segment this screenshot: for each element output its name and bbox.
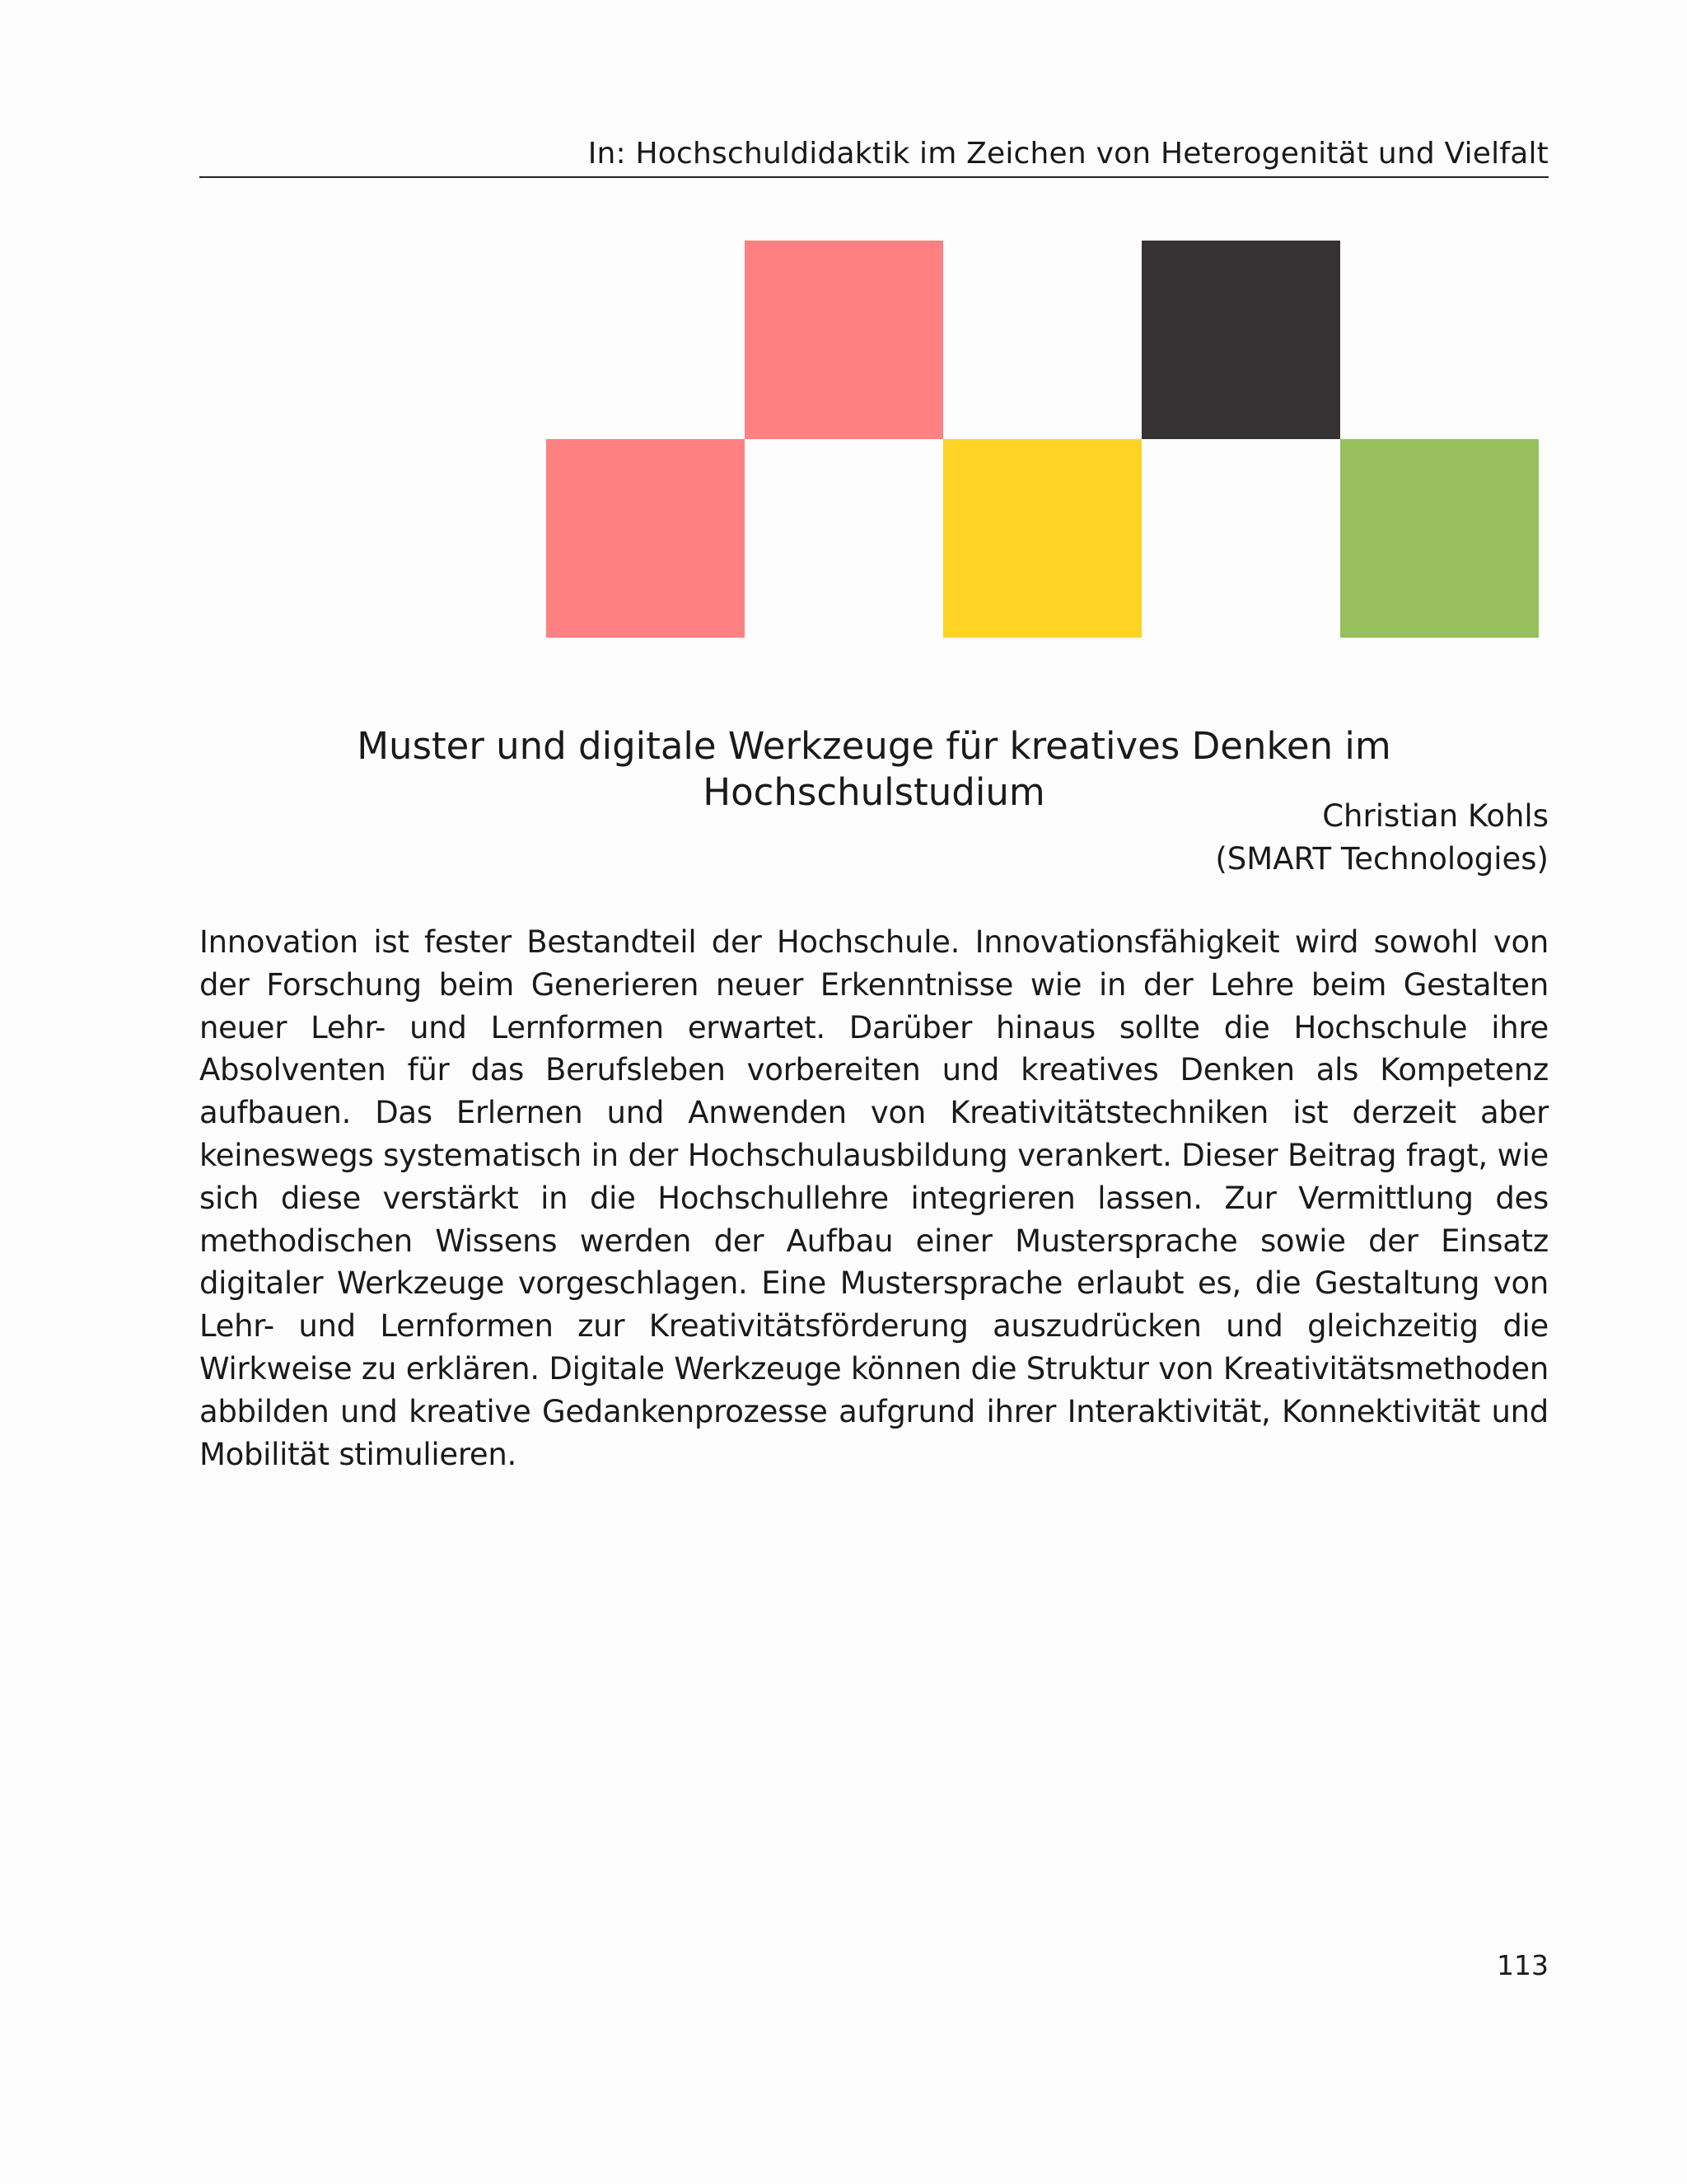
author-name: Christian Kohls [1322,798,1549,834]
running-header [199,137,1549,178]
pink-square-top [745,241,943,439]
decorative-square-pattern [0,0,1687,659]
running-header-title: In: Hochschuldidaktik im Zeichen von Heterogenität und Vielfalt [587,137,1549,171]
author-block [199,795,1549,881]
yellow-square-bottom [943,439,1142,638]
article-title: Muster und digitale Werkzeuge für kreatives Denken im Hochschulstudium [357,724,1391,814]
author-affiliation: (SMART Technologies) [1215,841,1549,877]
page-number: 113 [1497,1949,1549,1981]
abstract-paragraph: Innovation ist fester Bestandteil der Hochschule. Innovationsfähigkeit wird sowohl von der Forschung beim Generieren neuer Erkenntnisse wie in der Lehre beim Gestalten neuer Lehr- und Lernformen erwartet. Darüber hinaus sollte die Hochschule ihre Absolventen für das Berufsleben vorbereiten und kreatives Denken als Kompetenz aufbauen. Das Erlernen und Anwenden von Kreativitätstechniken ist derzeit aber keineswegs systematisch in der Hochschulausbildung verankert. Dieser Beitrag fragt, wie sich diese verstärkt in die Hochschullehre integrieren lassen. Zur Vermittlung des methodischen Wissens werden der Aufbau einer Mustersprache sowie der Einsatz digitaler Werkzeuge vorgeschlagen. Eine Mustersprache erlaubt es, die Gestaltung von Lehr- und Lernformen zur Kreativitätsförderung auszudrücken und gleichzeitig die Wirkweise zu erklären. Digitale Werkzeuge können die Struktur von Kreativitätsmethoden abbilden und kreative Gedankenprozesse aufgrund ihrer Interaktivität, Konnektivität und Mobilität stimulieren. [199,924,1549,1472]
pink-square-bottom [546,439,745,638]
green-square-bottom [1340,439,1539,638]
dark-square-top [1142,241,1340,439]
